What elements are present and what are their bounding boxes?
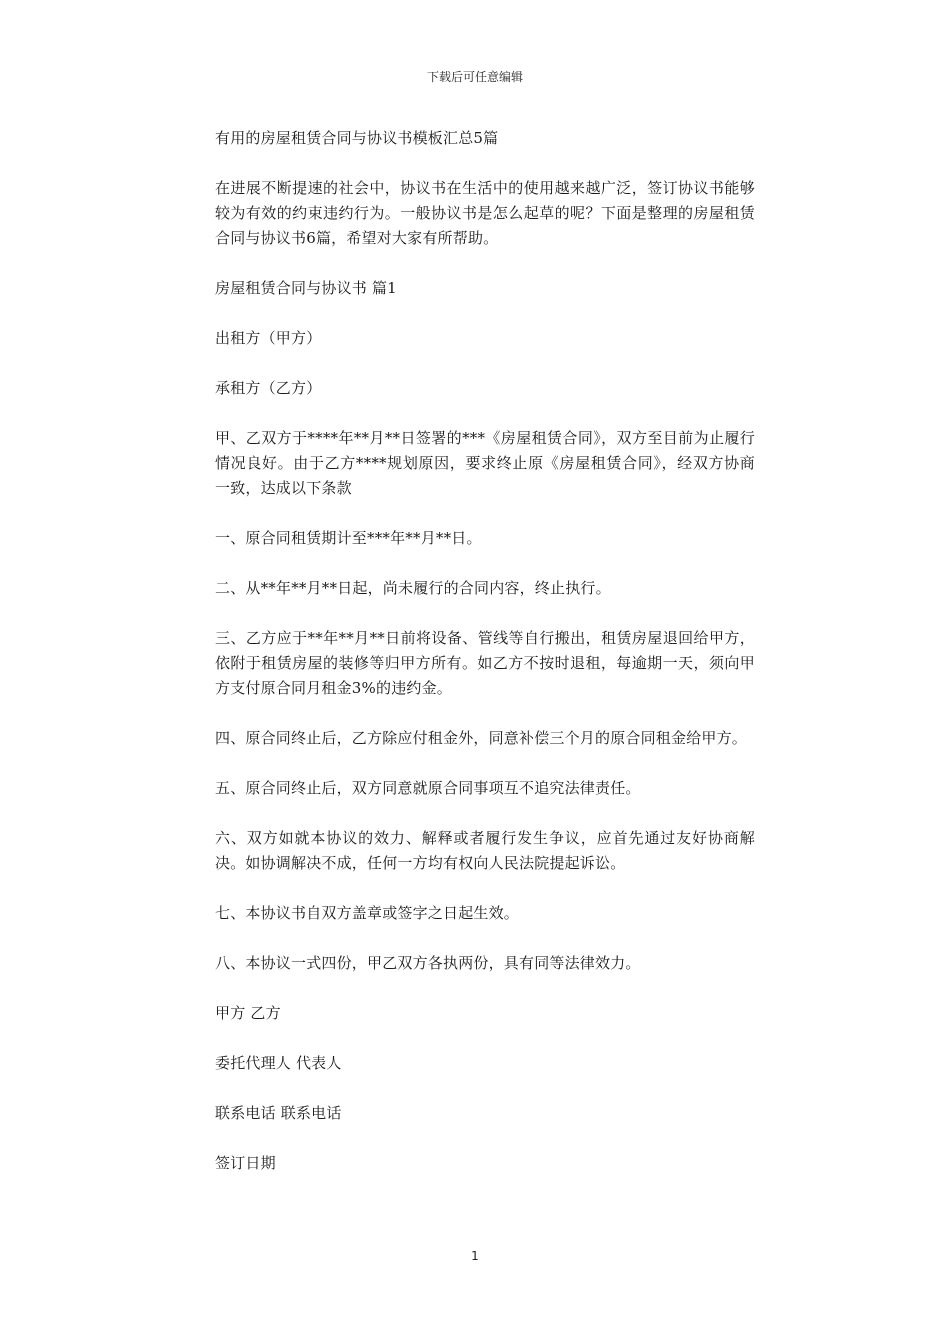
clause-8: 八、本协议一式四份，甲乙双方各执两份，具有同等法律效力。 — [215, 954, 641, 972]
lessee-line: 承租方（乙方） — [215, 379, 322, 397]
clause-5: 五、原合同终止后，双方同意就原合同事项互不追究法律责任。 — [215, 779, 641, 797]
intro-paragraph: 在进展不断提速的社会中，协议书在生活中的使用越来越广泛，签订协议书能够较为有效的约束违约行为。一般协议书是怎么起草的呢？下面是整理的房屋租赁合同与协议书6篇，希望对大家有所帮助。 — [215, 179, 755, 247]
section-title: 房屋租赁合同与协议书 篇1 — [215, 279, 397, 297]
signature-date: 签订日期 — [215, 1154, 276, 1172]
lessor-line: 出租方（甲方） — [215, 329, 322, 347]
signature-phones: 联系电话 联系电话 — [215, 1104, 342, 1122]
header-note: 下载后可任意编辑 — [426, 70, 523, 84]
page-number: 1 — [471, 1249, 479, 1263]
clause-7: 七、本协议书自双方盖章或签字之日起生效。 — [215, 904, 520, 922]
document-body — [215, 126, 755, 1201]
document-title: 有用的房屋租赁合同与协议书模板汇总5篇 — [215, 129, 499, 147]
signature-agents: 委托代理人 代表人 — [215, 1054, 342, 1072]
signature-parties: 甲方 乙方 — [215, 1004, 281, 1022]
clause-3: 三、乙方应于**年**月**日前将设备、管线等自行搬出，租赁房屋退回给甲方，依附于租赁房屋的装修等归甲方所有。如乙方不按时退租，每逾期一天，须向甲方支付原合同月租金3%的违约金。 — [215, 629, 755, 697]
clause-6: 六、双方如就本协议的效力、解释或者履行发生争议，应首先通过友好协商解决。如协调解决不成，任何一方均有权向人民法院提起诉讼。 — [215, 829, 755, 872]
clause-1: 一、原合同租赁期计至***年**月**日。 — [215, 529, 482, 547]
clause-2: 二、从**年**月**日起，尚未履行的合同内容，终止执行。 — [215, 579, 611, 597]
clause-4: 四、原合同终止后，乙方除应付租金外，同意补偿三个月的原合同租金给甲方。 — [215, 729, 748, 747]
preamble-paragraph: 甲、乙双方于****年**月**日签署的***《房屋租赁合同》，双方至目前为止履行情况良好。由于乙方****规划原因，要求终止原《房屋租赁合同》，经双方协商一致，达成以下条款 — [215, 429, 755, 497]
